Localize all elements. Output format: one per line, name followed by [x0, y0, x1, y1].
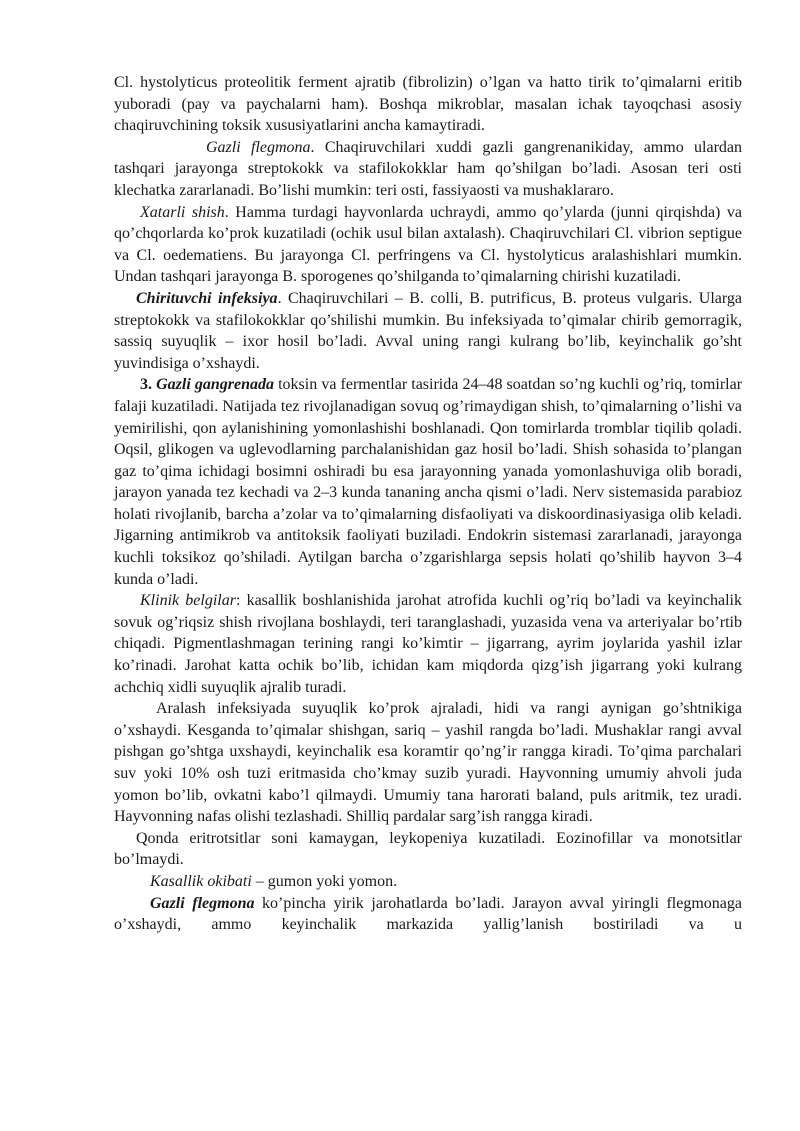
- paragraph-xatarli-shish: [114, 202, 742, 288]
- paragraph-number: 3.: [140, 376, 152, 394]
- paragraph-heading: Gazli gangrenada: [156, 376, 275, 394]
- paragraph-gazli-gangrenada: [114, 374, 742, 590]
- paragraph-fibrolizin: [114, 72, 742, 137]
- paragraph-text: Qonda eritrotsitlar soni kamaygan, leykopeniya kuzatiladi. Eozinofillar va monotsitlar bo’lmaydi.: [114, 829, 742, 869]
- paragraph-aralash-infeksiya: [114, 698, 742, 828]
- paragraph-kasallik-okibati: [114, 871, 742, 893]
- paragraph-text: Cl. hystolyticus proteolitik ferment ajratib (fibrolizin) o’lgan va hatto tirik to’qimalarni eritib yuboradi (pay va paychalarni ham). Boshqa mikroblar, masalan ichak tayoqchasi asosiy chaqiruvchining toksik xususiyatlarini ancha kamaytiradi.: [114, 74, 742, 135]
- paragraph-heading: Chirituvchi infeksiya: [136, 289, 278, 307]
- paragraph-text: : kasallik boshlanishida jarohat atrofida kuchli og’riq bo’ladi va keyinchalik sovuk og’riqsiz shish rivojlana boshlaydi, teri taranglashadi, yuzasida vena va arteriyalar bo’rtib chiqadi. Pigmentlashmagan terining rangi ko’kimtir – jigarrang, ayrim joylarida yashil izlar ko’rinadi. Jarohat katta ochik bo’lib, ichidan kam miqdorda qizg’ish jigarrang yoki kulrang achchiq xidli suyuqlik ajralib turadi.: [114, 592, 743, 696]
- paragraph-gazli-flegmona-2: [114, 893, 742, 936]
- paragraph-klinik-belgilar: [114, 590, 742, 698]
- paragraph-heading: Gazli flegmona: [206, 138, 311, 156]
- paragraph-text: – gumon yoki yomon.: [251, 872, 398, 890]
- paragraph-gazli-flegmona: [114, 137, 742, 202]
- paragraph-text: ko’pincha yirik jarohatlarda bo’ladi. Jarayon avval yiringli flegmonaga o’xshaydi, ammo keyinchalik markazida yallig’lanish bostiriladi va u: [114, 894, 743, 934]
- document-page: [114, 72, 742, 936]
- paragraph-text: . Hamma turdagi hayvonlarda uchraydi, ammo qo’ylarda (junni qirqishda) va qo’chqorlarda ko’prok kuzatiladi (ochik usul bilan axtalash). Chaqiruvchilari Cl. vibrion septigue va Cl. oedematiens. Bu jarayonga Cl. perfringens va Cl. hystolyticus aralashishlari mumkin. Undan tashqari jarayonga B. sporogenes qo’shilganda to’qimalarning chirishi kuzatiladi.: [114, 203, 743, 286]
- paragraph-text: Aralash infeksiyada suyuqlik ko’prok ajraladi, hidi va rangi aynigan go’shtnikiga o’xshaydi. Kesganda to’qimalar shishgan, sariq – yashil rangda bo’ladi. Mushaklar rangi avval pishgan go’shtga uxshaydi, keyinchalik esa koramtir qo’ng’ir rangga kiradi. To’qima parchalari suv yoki 10% osh tuzi eritmasida cho’kmay suzib yuradi. Hayvonning umumiy ahvoli juda yomon bo’lib, ovkatni kabo’l qilmaydi. Umumiy tana harorati baland, puls aritmik, tez uradi. Hayvonning nafas olishi tezlashadi. Shilliq pardalar sarg’ish rangga kiradi.: [114, 700, 742, 826]
- paragraph-heading: Gazli flegmona: [150, 894, 255, 912]
- paragraph-heading: Xatarli shish: [140, 203, 225, 221]
- paragraph-heading: Kasallik okibati: [150, 872, 252, 890]
- paragraph-text: . Chaqiruvchilari – B. colli, B. putrificus, B. proteus vulgaris. Ularga streptokokk va stafilokokklar qo’shilishi mumkin. Bu infeksiyada to’qimalar chirib gemorragik, sassiq suyuqlik – ixor hosil bo’ladi. Avval uning rangi kulrang bo’lib, keyinchalik go’sht yuvindisiga o’xshaydi.: [114, 289, 743, 372]
- paragraph-text: toksin va fermentlar tasirida 24–48 soatdan so’ng kuchli og’riq, tomirlar falaji kuzatiladi. Natijada tez rivojlanadigan sovuq og’rimaydigan shish, to’qimalarning o’lishi va yemirilishi, qon aylanishining yomonlashishi boshlanadi. Qon tomirlarda tromblar tiqilib qoladi. Oqsil, glikogen va uglevodlarning parchalanishidan gaz hosil bo’ladi. Shish sohasida to’plangan gaz to’qima ichidagi bosimni oshiradi bu esa jarayonning yanada yomonlashuviga olib boradi, jarayon yanada tez kechadi va 2–3 kunda tananing ancha qismi o’ladi. Nerv sistemasida parabioz holati rivojlanib, barcha a’zolar va to’qimalarning disfaoliyati va diskoordinasiyasiga olib keladi. Jigarning antimikrob va antitoksik faoliyati buziladi. Endokrin sistemasi zararlanadi, jarayonga kuchli toksikoz qo’shiladi. Aytilgan barcha o’zgarishlarga sepsis holati qo’shilib hayvon 3–4 kunda o’ladi.: [114, 376, 743, 588]
- paragraph-qonda: [114, 828, 742, 871]
- paragraph-text: . Chaqiruvchilari xuddi gazli gangrenanikiday, ammo ulardan tashqari jarayonga streptokokk va stafilokokklar ham qo’shilgan bo’ladi. Asosan teri osti klechatka zararlanadi. Bo’lishi mumkin: teri osti, fassiyaosti va mushaklararo.: [114, 138, 742, 199]
- paragraph-heading: Klinik belgilar: [140, 592, 236, 610]
- paragraph-chirituvchi-infeksiya: [114, 288, 742, 374]
